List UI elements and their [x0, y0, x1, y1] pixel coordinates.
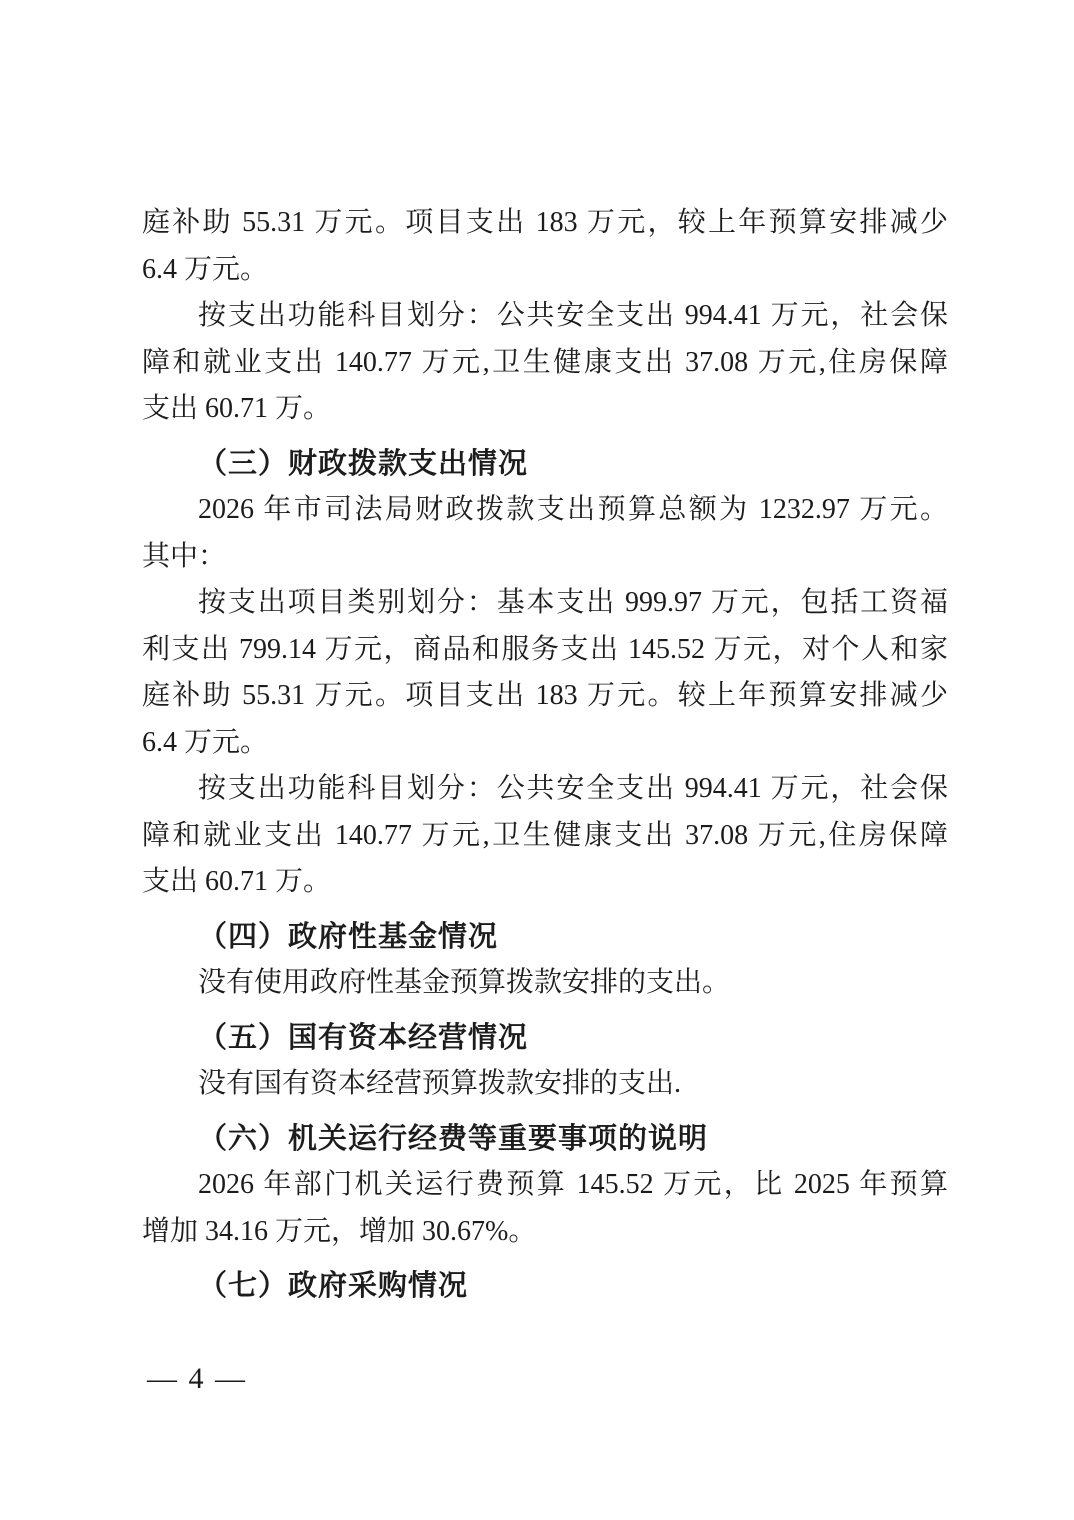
- text-line: 其中：: [142, 540, 227, 572]
- text-line: 6.4 万元。: [142, 253, 269, 285]
- text-line: 支出 60.71 万。: [142, 393, 332, 424]
- text-line: 没有国有资本经营预算拨款安排的支出.: [198, 1068, 682, 1099]
- text-line: 庭补助 55.31 万元。项目支出 183 万元，较上年预算安排减少: [142, 207, 948, 238]
- section-heading: （七）政府采购情况: [198, 1270, 469, 1302]
- document-lines: [142, 200, 948, 1310]
- section-heading: （五）国有资本经营情况: [198, 1021, 529, 1054]
- text-line: 6.4 万元。: [142, 726, 269, 758]
- text-line: 按支出功能科目划分：公共安全支出 994.41 万元，社会保: [198, 300, 948, 331]
- section-heading: （六）机关运行经费等重要事项的说明: [198, 1122, 709, 1155]
- text-line: 2026 年部门机关运行费预算 145.52 万元，比 2025 年预算: [198, 1169, 948, 1200]
- text-line: 障和就业支出 140.77 万元,卫生健康支出 37.08 万元,住房保障: [142, 819, 948, 851]
- text-line: 利支出 799.14 万元，商品和服务支出 145.52 万元，对个人和家: [142, 633, 948, 665]
- page-number: — 4 —: [147, 1362, 247, 1395]
- section-heading: （三）财政拨款支出情况: [198, 447, 529, 480]
- text-line: 支出 60.71 万。: [142, 866, 332, 897]
- section-heading: （四）政府性基金情况: [198, 920, 499, 953]
- text-line: 没有使用政府性基金预算拨款安排的支出。: [198, 967, 731, 998]
- text-line: 2026 年市司法局财政拨款支出预算总额为 1232.97 万元。: [198, 494, 948, 525]
- text-line: 按支出功能科目划分：公共安全支出 994.41 万元，社会保: [198, 773, 948, 804]
- text-line: 按支出项目类别划分：基本支出 999.97 万元，包括工资福: [198, 587, 948, 618]
- text-line: 庭补助 55.31 万元。项目支出 183 万元。较上年预算安排减少: [142, 680, 948, 711]
- text-line: 增加 34.16 万元，增加 30.67%。: [142, 1215, 537, 1247]
- text-line: 障和就业支出 140.77 万元,卫生健康支出 37.08 万元,住房保障: [142, 346, 948, 378]
